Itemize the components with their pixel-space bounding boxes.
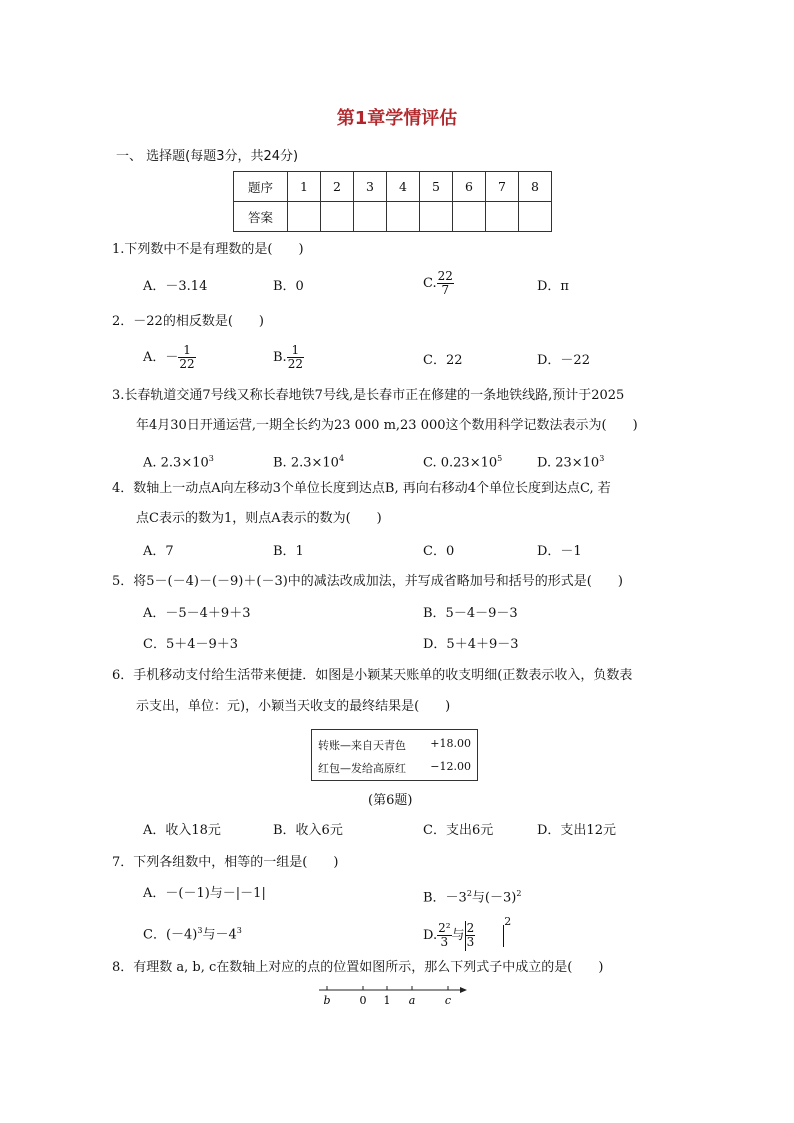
bill-item: 转账—来自天青色 — [318, 739, 406, 752]
numerator: 2² — [438, 921, 451, 935]
fraction — [437, 922, 451, 949]
option-text: 与(－3) — [471, 890, 517, 906]
q6-option-d: D．支出12元 — [537, 823, 616, 838]
fraction — [287, 344, 304, 371]
page-title: 第1章学情评估 — [336, 108, 458, 129]
figure-caption: (第6题) — [368, 793, 413, 808]
table-row — [234, 172, 552, 202]
question-number: 8 — [519, 172, 552, 202]
exponent: 2 — [466, 889, 472, 898]
q5-option-b: B．5－4－9－3 — [423, 606, 518, 621]
q7-option-a: A．－(－1)与－|－1| — [143, 886, 266, 901]
option-label: B. — [273, 350, 287, 365]
q3-option-c — [423, 451, 502, 471]
question-number: 6 — [453, 172, 486, 202]
q1-option-b: B．0 — [273, 279, 304, 294]
question-number: 7 — [486, 172, 519, 202]
q3-option-b — [273, 451, 344, 471]
number-line — [315, 982, 475, 1008]
q5-option-a: A．－5－4＋9＋3 — [143, 606, 251, 621]
q5-stem: 5．将5－(－4)－(－9)＋(－3)中的减法改成加法，并写成省略加号和括号的形式是( ) — [112, 574, 623, 589]
q2-stem: 2．－22的相反数是( ) — [112, 314, 264, 329]
row-label: 题序 — [234, 172, 288, 202]
question-number: 2 — [321, 172, 354, 202]
question-number: 1 — [288, 172, 321, 202]
q6-option-a: A．收入18元 — [143, 823, 221, 838]
axis-label-1: 1 — [383, 994, 391, 1007]
q3-option-a — [143, 451, 214, 471]
option-text: 与－4 — [202, 927, 237, 943]
q4-option-b: B．1 — [273, 544, 304, 559]
question-number: 5 — [420, 172, 453, 202]
denominator: 7 — [441, 283, 450, 297]
option-text: D. 23×10 — [537, 455, 600, 471]
answer-cell[interactable] — [453, 202, 486, 232]
option-label: D. — [423, 928, 438, 943]
q2-option-a — [143, 344, 196, 371]
bill-amount: −12.00 — [430, 760, 471, 773]
denominator: 22 — [179, 357, 195, 371]
q2-option-c: C．22 — [423, 353, 463, 368]
numerator: 1 — [287, 344, 304, 358]
exponent: 3 — [599, 454, 605, 463]
fraction — [466, 922, 476, 949]
q7-option-b — [423, 886, 521, 906]
axis-label-0: 0 — [359, 994, 367, 1007]
numerator: 22 — [437, 269, 453, 283]
q4-option-c: C．0 — [423, 544, 455, 559]
q3-stem-line1: 3.长春轨道交通7号线又称长春地铁7号线,是长春市正在修建的一条地铁线路,预计于2025 — [112, 388, 625, 403]
denominator: 3 — [440, 935, 449, 949]
q6-option-c: C．支出6元 — [423, 823, 494, 838]
q6-stem-line1: 6．手机移动支付给生活带来便捷．如图是小颖某天账单的收支明细(正数表示收入，负数表 — [112, 668, 633, 683]
q7-option-c — [143, 923, 242, 943]
answer-table — [233, 171, 552, 232]
q2-option-b — [273, 344, 304, 371]
option-text: C．(－4) — [143, 927, 198, 943]
option-text: A. 2.3×10 — [143, 455, 209, 471]
q7-stem: 7．下列各组数中，相等的一组是( ) — [112, 855, 339, 870]
answer-cell[interactable] — [387, 202, 420, 232]
question-number: 4 — [387, 172, 420, 202]
section-heading: 一、 选择题(每题3分，共24分) — [116, 149, 299, 164]
answer-cell[interactable] — [354, 202, 387, 232]
table-row — [234, 202, 552, 232]
q4-stem-line1: 4．数轴上一动点A向左移动3个单位长度到达点B, 再向右移动4个单位长度到达点C, 若 — [112, 481, 611, 496]
option-text: C. 0.23×10 — [423, 455, 498, 471]
exponent: 3 — [197, 926, 203, 935]
exponent: 2 — [504, 915, 512, 928]
option-text: B. 2.3×10 — [273, 455, 339, 471]
q7-option-d — [423, 914, 511, 951]
q3-stem-line2: 年4月30日开通运营,一期全长约为23 000 m,23 000这个数用科学记数法表示为( ) — [136, 418, 638, 433]
option-label: C. — [423, 276, 437, 291]
q1-stem: 1.下列数中不是有理数的是( ) — [112, 242, 304, 257]
answer-cell[interactable] — [519, 202, 552, 232]
answer-cell[interactable] — [420, 202, 453, 232]
denominator: 22 — [287, 357, 303, 371]
option-text: B．－3 — [423, 890, 467, 906]
option-text: 与 — [451, 928, 465, 943]
exponent: 3 — [236, 926, 242, 935]
question-number: 3 — [354, 172, 387, 202]
fraction — [178, 344, 195, 371]
exponent: 3 — [208, 454, 214, 463]
q3-option-d — [537, 451, 604, 471]
q4-option-a: A．7 — [143, 544, 174, 559]
exponent: 4 — [338, 454, 345, 463]
q8-stem: 8．有理数 a, b, c在数轴上对应的点的位置如图所示，那么下列式子中成立的是( ) — [112, 960, 604, 975]
exponent: 5 — [497, 454, 503, 463]
q5-option-d: D．5＋4＋9－3 — [423, 637, 519, 652]
q4-stem-line2: 点C表示的数为1，则点A表示的数为( ) — [136, 511, 382, 526]
axis-label-c: c — [444, 994, 452, 1007]
answer-cell[interactable] — [288, 202, 321, 232]
axis-label-a: a — [408, 994, 416, 1007]
numerator: 1 — [178, 344, 195, 358]
fraction — [437, 270, 454, 297]
bill-amount: +18.00 — [430, 737, 471, 750]
axis-arrow — [460, 987, 467, 993]
q1-option-c — [423, 270, 454, 297]
q1-option-d: D．π — [537, 279, 569, 294]
numerator: 2 — [466, 921, 475, 935]
option-label: A．－ — [143, 350, 179, 365]
denominator: 3 — [466, 935, 475, 949]
bill-box — [311, 729, 478, 781]
bill-item: 红包—发给高原红 — [318, 762, 406, 775]
answer-cell[interactable] — [486, 202, 519, 232]
q5-option-c: C．5＋4－9＋3 — [143, 637, 239, 652]
axis-label-b: b — [323, 994, 331, 1007]
answer-cell[interactable] — [321, 202, 354, 232]
q6-option-b: B．收入6元 — [273, 823, 343, 838]
exponent: 2 — [516, 889, 522, 898]
q4-option-d: D．－1 — [537, 544, 582, 559]
q2-option-d: D．－22 — [537, 353, 590, 368]
q6-stem-line2: 示支出，单位：元)，小颖当天收支的最终结果是( ) — [136, 699, 451, 714]
row-label: 答案 — [234, 202, 288, 232]
q1-option-a: A．－3.14 — [143, 279, 208, 294]
